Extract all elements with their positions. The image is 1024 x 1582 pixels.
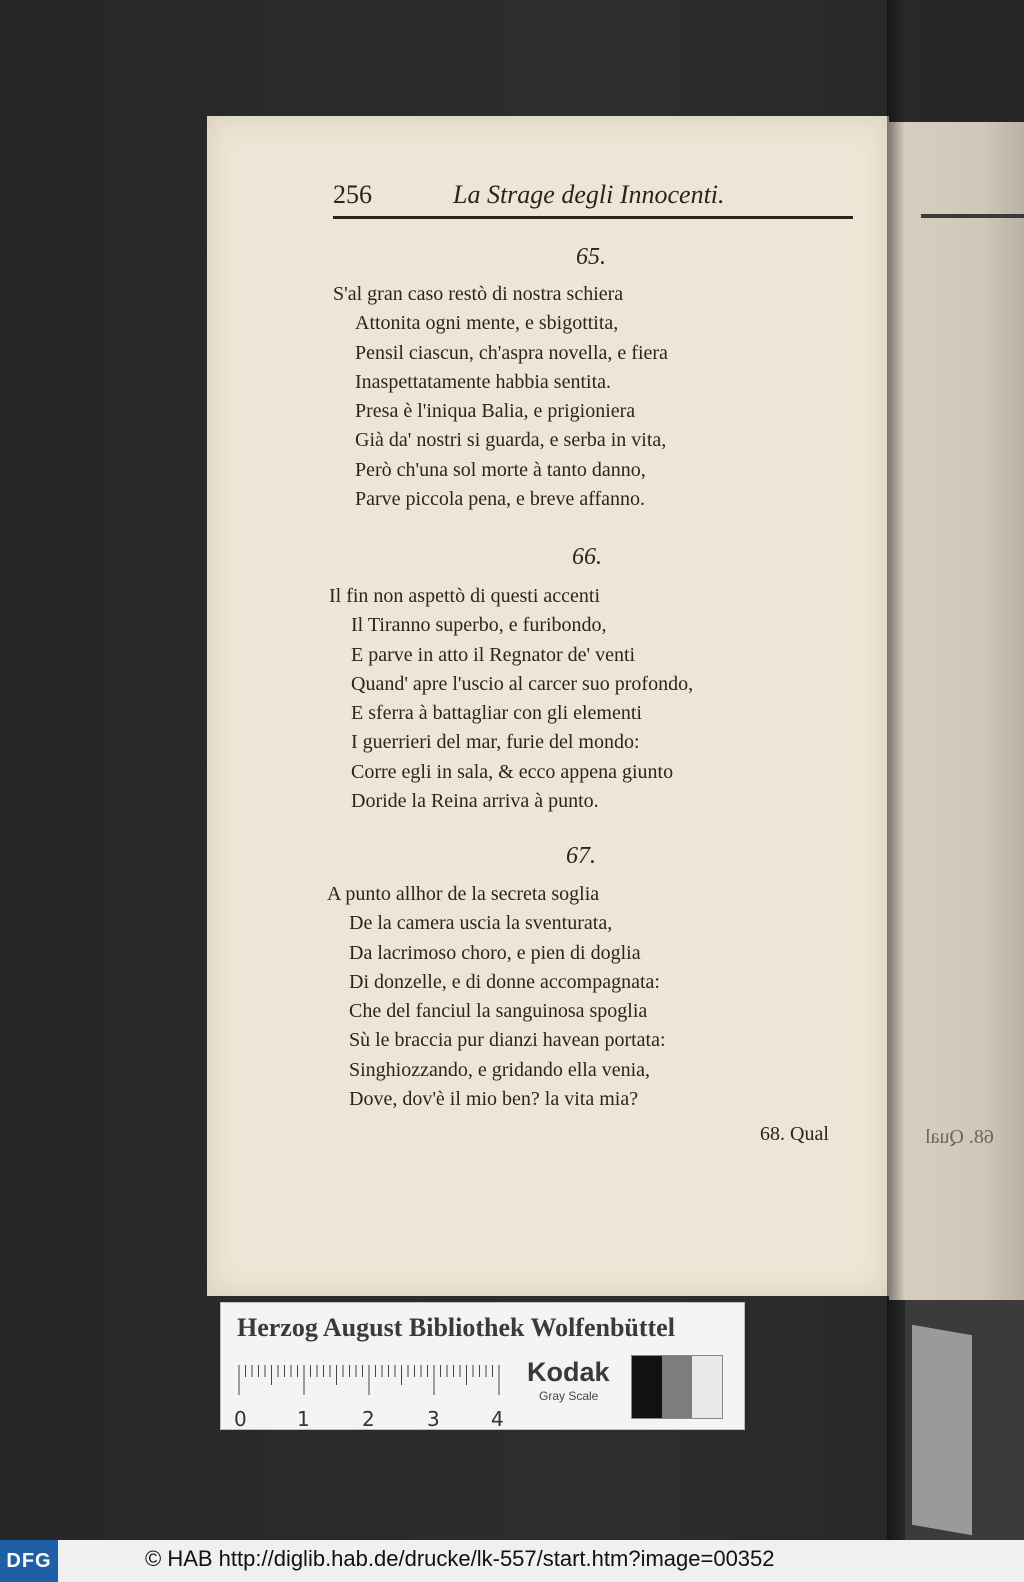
running-title: La Strage degli Innocenti. [453,180,725,209]
holder-strip [912,1325,972,1536]
library-name: Herzog August Bibliothek Wolfenbüttel [237,1313,675,1342]
gray-scale-label: Gray Scale [539,1389,599,1403]
stanza-number: 65. [576,244,606,270]
verse-line: Parve piccola pena, e breve affanno. [355,488,646,511]
dfg-logo: DFG [0,1540,58,1582]
page-number: 256 [333,180,372,209]
facing-page-catchword: 68. Qual [925,1126,994,1148]
gray-scale-swatches [631,1355,723,1419]
verse-line: Già da' nostri si guarda, e serba in vita, [355,429,667,452]
header-rule [333,216,853,219]
verse-line: Che del fanciul la sanguinosa spoglia [349,1000,648,1023]
footer-bar [0,1540,1024,1582]
verse-line: A punto allhor de la secreta soglia [327,883,600,905]
verse-line: Presa è l'iniqua Balia, e prigioniera [355,400,636,423]
stanza [329,582,693,816]
kodak-logo: Kodak [527,1357,610,1387]
stanza-number: 66. [572,544,602,570]
verse-line: Inaspettatamente habbia sentita. [355,370,612,393]
verse-line: E parve in atto il Regnator de' venti [351,643,636,666]
stanza [327,880,666,1114]
verse-line: Di donzelle, e di donne accompagnata: [349,970,660,993]
verse-line: Attonita ogni mente, e sbigottita, [355,312,619,335]
ruler-digit: 1 [297,1407,310,1431]
verse-line: De la camera uscia la sventurata, [349,912,613,935]
ruler-digit: 3 [427,1407,440,1431]
verse-line: Sù le braccia pur dianzi havean portata: [349,1029,666,1052]
stanza [333,280,668,514]
stanza-number: 67. [566,843,596,869]
swatch-black [632,1356,662,1418]
verse-line: Pensil ciascun, ch'aspra novella, e fiera [355,341,668,364]
swatch-white [692,1356,722,1418]
verse-line: Dove, dov'è il mio ben? la vita mia? [349,1088,639,1111]
verse-line: Singhiozzando, e gridando ella venia, [349,1058,651,1081]
verse-line: Quand' apre l'uscio al carcer suo profondo, [351,672,694,695]
verse-line: S'al gran caso restò di nostra schiera [333,283,624,305]
ruler-digit: 4 [491,1407,504,1431]
verse-line: Il fin non aspettò di questi accenti [329,585,601,607]
color-target-card [220,1302,745,1430]
verse-line: Da lacrimoso choro, e pien di doglia [349,941,641,964]
catchword: 68. Qual [760,1123,829,1145]
page-gutter-shadow [887,0,905,1540]
ruler-scale [237,1363,519,1399]
verse-line: Però ch'una sol morte à tanto danno, [355,458,646,481]
facing-page-bleed [889,122,1024,1300]
verse-line: Corre egli in sala, & ecco appena giunto [351,760,674,783]
verse-line: Il Tiranno superbo, e furibondo, [351,614,607,637]
verse-line: E sferra à battagliar con gli elementi [351,702,642,725]
footer-credit: © HAB http://diglib.hab.de/drucke/lk-557/start.htm?image=00352 [145,1546,775,1571]
page-header [333,180,853,214]
facing-page-rule [921,214,1024,218]
swatch-gray [662,1356,692,1418]
ruler-digit: 2 [362,1407,375,1431]
ruler-digit: 0 [234,1407,247,1431]
verse-line: I guerrieri del mar, furie del mondo: [351,731,640,754]
verse-line: Doride la Reina arriva à punto. [351,790,599,813]
